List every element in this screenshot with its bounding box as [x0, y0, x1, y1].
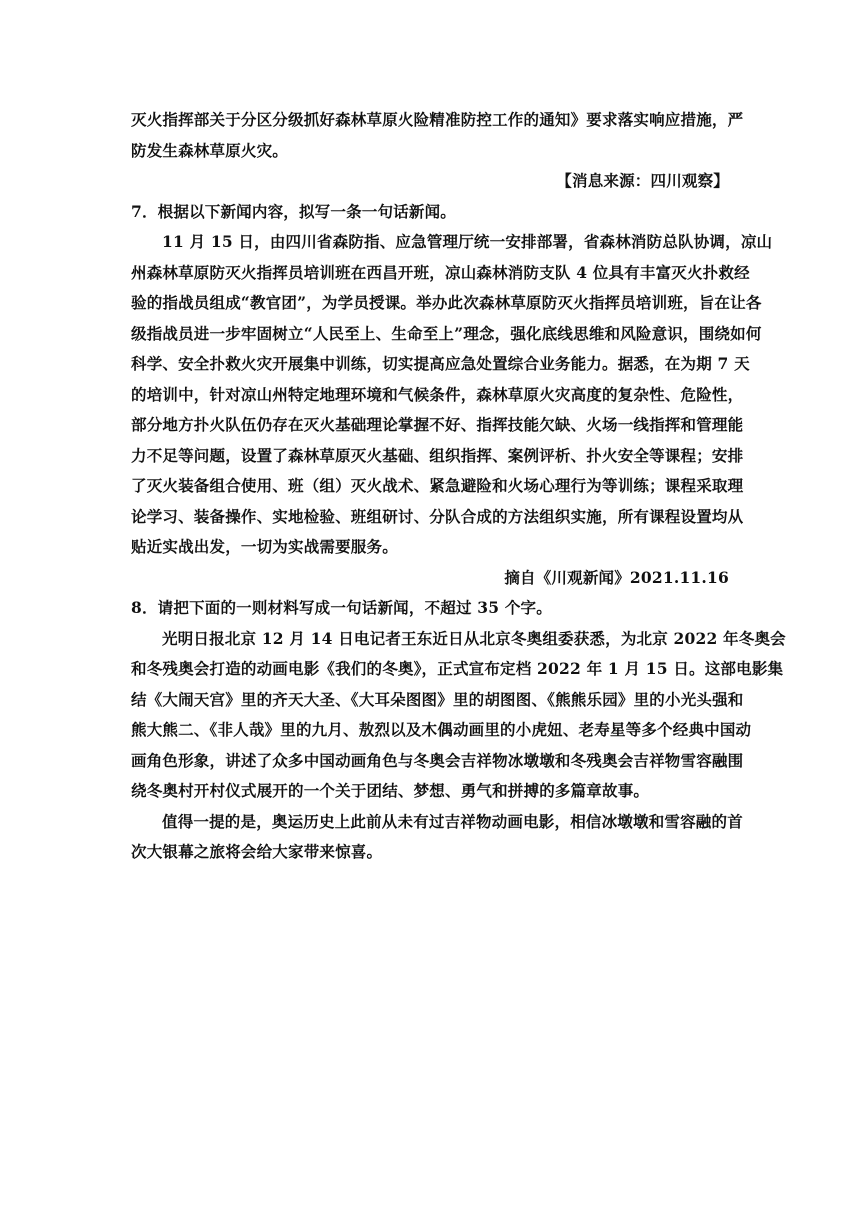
- question-8: [131, 593, 786, 868]
- text-line: 级指战员进一步牢固树立“人民至上、生命至上”理念，强化底线思维和风险意识，围绕如何: [131, 323, 762, 343]
- source-attribution: 【消息来源：四川观察】: [556, 171, 729, 190]
- text-line: 论学习、装备操作、实地检验、班组研讨、分队合成的方法组织实施，所有课程设置均从: [131, 506, 744, 526]
- text-line: 绕冬奥村开村仪式展开的一个关于团结、梦想、勇气和拼搏的多篇章故事。: [131, 781, 650, 800]
- text-line: 贴近实战出发，一切为实战需要服务。: [131, 537, 398, 556]
- text-line: 灭火指挥部关于分区分级抓好森林草原火险精准防控工作的通知》要求落实响应措施，严: [131, 110, 744, 129]
- text-line: 和冬残奥会打造的动画电影《我们的冬奥》，正式宣布定档 2022 年 1 月 15 日。这部电影集: [131, 659, 784, 678]
- source-attribution: 摘自《川观新闻》2021.11.16: [504, 567, 729, 587]
- text-line: 防发生森林草原火灾。: [131, 140, 289, 160]
- material-paragraph: [131, 624, 786, 807]
- document-page: [131, 105, 786, 868]
- text-line: 州森林草原防灭火指挥员培训班在西昌开班，凉山森林消防支队 4 位具有丰富灭火扑救经: [131, 262, 750, 282]
- text-line: 光明日报北京 12 月 14 日电记者王东近日从北京冬奥组委获悉，为北京 2022 年冬奥会: [162, 628, 786, 648]
- text-line: 熊大熊二、《非人哉》里的九月、敖烈以及木偶动画里的小虎妞、老寿星等多个经典中国动: [131, 720, 752, 739]
- text-line: 画角色形象，讲述了众多中国动画角色与冬奥会吉祥物冰墩墩和冬残奥会吉祥物雪容融围: [131, 750, 744, 770]
- text-line: 值得一提的是，奥运历史上此前从未有过吉祥物动画电影，相信冰墩墩和雪容融的首: [162, 811, 743, 831]
- material-paragraph: [131, 807, 743, 868]
- question-title: 7．根据以下新闻内容，拟写一条一句话新闻。: [131, 201, 456, 221]
- text-line: 部分地方扑火队伍仍存在灭火基础理论掌握不好、指挥技能欠缺、火场一线指挥和管理能: [131, 415, 744, 434]
- text-line: 次大银幕之旅将会给大家带来惊喜。: [131, 842, 383, 861]
- text-line: 的培训中，针对凉山州特定地理环境和气候条件，森林草原火灾高度的复杂性、危险性，: [131, 384, 744, 404]
- text-line: 结《大闹天宫》里的齐天大圣、《大耳朵图图》里的胡图图、《熊熊乐园》里的小光头强和: [131, 689, 744, 709]
- text-line: 科学、安全扑救火灾开展集中训练，切实提高应急处置综合业务能力。据悉，在为期 7 天: [131, 354, 750, 373]
- question-title: 8．请把下面的一则材料写成一句话新闻，不超过 35 个字。: [131, 598, 552, 617]
- text-line: 11 月 15 日，由四川省森防指、应急管理厅统一安排部署，省森林消防总队协调，凉山: [162, 232, 773, 251]
- previous-article-tail: [131, 105, 744, 197]
- text-line: 力不足等问题，设置了森林草原灭火基础、组织指挥、案例评析、扑火安全等课程；安排: [131, 445, 744, 465]
- text-line: 了灭火装备组合使用、班（组）灭火战术、紧急避险和火场心理行为等训练；课程采取理: [131, 476, 744, 495]
- text-line: 验的指战员组成“教官团”，为学员授课。举办此次森林草原防灭火指挥员培训班，旨在让各: [131, 293, 762, 312]
- question-7: [131, 197, 773, 594]
- news-paragraph: [131, 227, 773, 563]
